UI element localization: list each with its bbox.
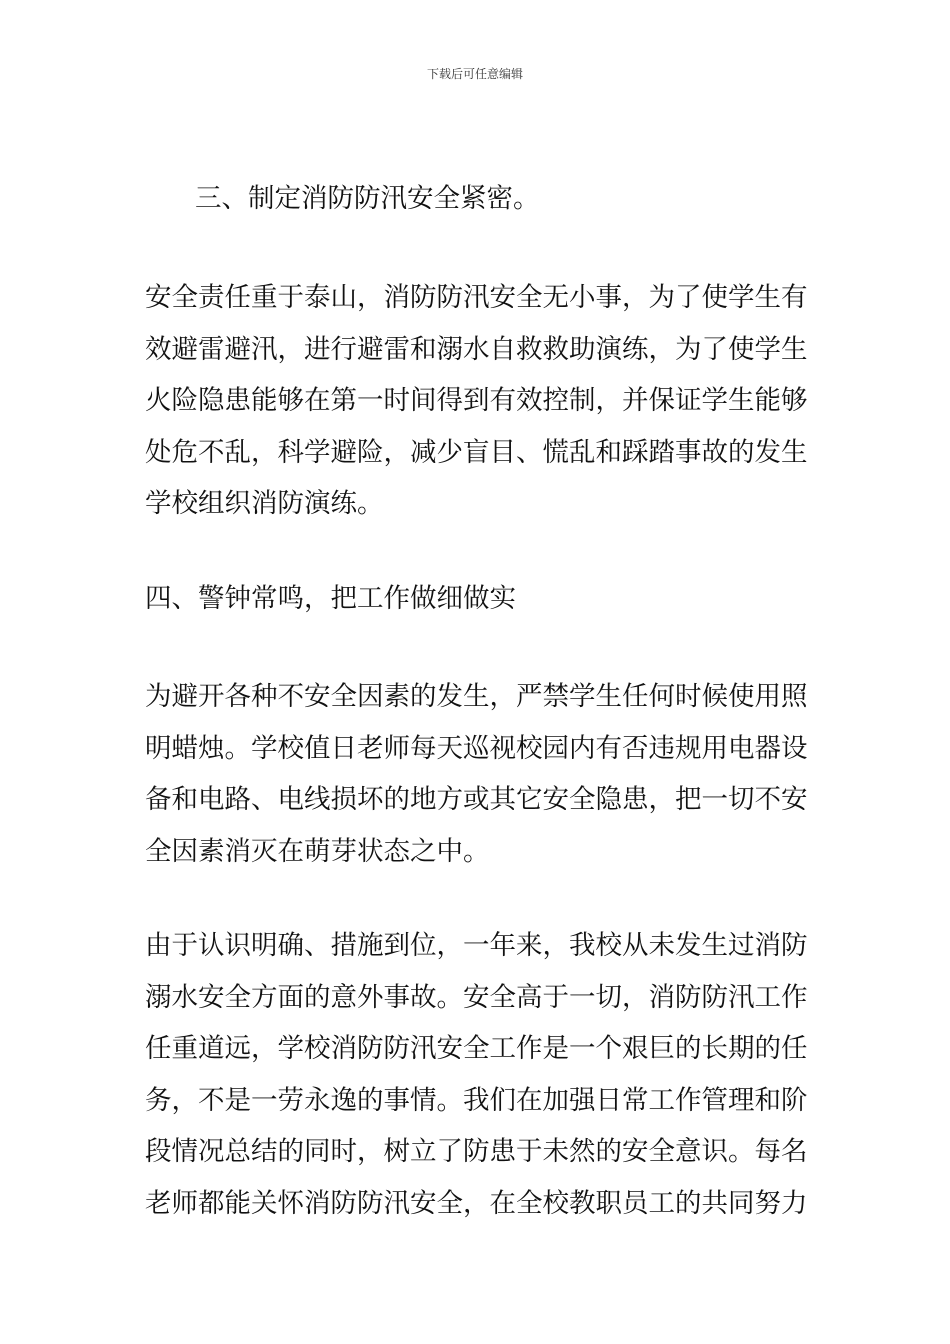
heading-text: 四、警钟常鸣，把工作做细做实	[145, 583, 516, 614]
paragraph-3	[145, 920, 815, 1229]
paragraph-line: 安全责任重于泰山，消防防汛安全无小事，为了使学生有	[145, 282, 808, 313]
section-heading-4	[145, 573, 815, 625]
heading-text: 三、制定消防防汛安全紧密。	[195, 183, 540, 214]
paragraph-line: 火险隐患能够在第一时间得到有效控制，并保证学生能够	[145, 385, 808, 416]
paragraph-line: 明蜡烛。学校值日老师每天巡视校园内有否违规用电器设	[145, 732, 808, 764]
section-heading-3	[195, 173, 865, 225]
paragraph-line: 务，不是一劳永逸的事情。我们在加强日常工作管理和阶	[145, 1084, 808, 1116]
paragraph-line: 老师都能关怀消防防汛安全，在全校教职员工的共同努力	[145, 1187, 808, 1219]
paragraph-line: 备和电路、电线损坏的地方或其它安全隐患，把一切不安	[145, 784, 808, 815]
paragraph-line: 学校组织消防演练。	[145, 488, 384, 519]
paragraph-line: 处危不乱，科学避险，减少盲目、慌乱和踩踏事故的发生	[145, 436, 808, 468]
paragraph-line: 任重道远，学校消防防汛安全工作是一个艰巨的长期的任	[145, 1033, 808, 1064]
paragraph-line: 全因素消灭在萌芽状态之中。	[145, 835, 490, 867]
page-header-note: 下载后可任意编辑	[426, 67, 523, 81]
paragraph-line: 溺水安全方面的意外事故。安全高于一切，消防防汛工作	[145, 981, 808, 1013]
paragraph-line: 为避开各种不安全因素的发生，严禁学生任何时候使用照	[145, 681, 808, 712]
paragraph-line: 由于认识明确、措施到位，一年来，我校从未发生过消防	[145, 930, 808, 961]
paragraph-line: 效避雷避汛，进行避雷和溺水自救救助演练，为了使学生	[145, 333, 808, 365]
paragraph-1	[145, 272, 815, 530]
paragraph-line: 段情况总结的同时，树立了防患于未然的安全意识。每名	[145, 1136, 808, 1167]
paragraph-2	[145, 671, 815, 877]
